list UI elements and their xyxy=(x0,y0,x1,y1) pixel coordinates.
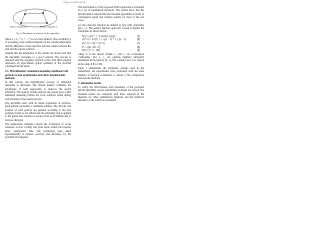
equation-number: (8) xyxy=(136,45,140,49)
paragraph: The temperature schedule controls the acceptance of worse solutions. A slow cooling rate gives better results but requires more computation time. The parameters were tuned experimentally to balance accuracy and efficiency for the problems investigated. xyxy=(5,123,71,140)
equation-number: (6) xyxy=(136,38,140,42)
equation-expression: x(t+1) = x(t) + v(t+1) xyxy=(82,41,105,45)
paragraph: In this section, the hybridization process of simulated annealing is discussed. The hybrid method combines the advantages of both approaches to improve the search efficiency. The particle swarm explores the search space while simulated annealing refines the local solutions found during each iteration of the search process. xyxy=(5,81,71,101)
section-heading: 3. Simulation results xyxy=(78,81,102,85)
paragraph: Let the objective function be defined as f(x) with constraints g(x) ≤ 0. The penalty function approach is used to handle the constraints as shown below. xyxy=(78,23,144,34)
equation-number: (5) xyxy=(136,34,140,38)
figure-diagram xyxy=(5,6,71,32)
running-header: Heliyon 5 (2019) e01341 xyxy=(63,2,86,4)
equation-expression: T(k+1) = α · T(k) xyxy=(82,49,101,53)
equation-expression: v(t+1) = w·v(t) + c₁r₁(p − x) + c₂r₂(g − x) xyxy=(82,38,127,42)
paragraph: The performance of the proposed hybrid approach is evaluated on a set of benchmark functions. The results show that the hybrid method outperforms the standard algorithms in terms of convergence speed and solution quality for most of the test cases. xyxy=(78,6,144,23)
section-heading: 2.3. Hybridization: simulated annealing combined with particle swarm optimization and other metaheuristic methods xyxy=(5,70,69,80)
paragraph: Table 1 summarizes the parameter settings used in the simulations. All experiments were performed with the same number of function evaluations to ensure a fair comparison between the methods. xyxy=(78,67,144,80)
page xyxy=(0,0,149,198)
equation-number: (7) xyxy=(136,41,140,45)
figure-caption: Fig. 2. Illustration of solution for the algorithm. xyxy=(16,33,60,35)
label-pc: Pc xyxy=(43,9,46,13)
paragraph: The algorithm starts with an initial population of particles. Each particle represents a candidate solution. The velocity and position of each particle are updated according to the best positions found so far. Afterwards the annealing step is applied to the global best solution to escape from local minima and to increase diversity. xyxy=(5,102,71,122)
equation-number: (9) xyxy=(136,49,140,53)
equation-expression: P = exp(−ΔE / T) xyxy=(82,45,101,49)
label-proven-1: Proven solution 1 xyxy=(10,25,27,29)
paragraph: Assume that the parameters of the system are chosen such that the algorithm converges to a good solution. The process is repeated until the stopping criterion is met. The final solution represents an approximate global optimum of the problem considered in this study. xyxy=(5,52,71,69)
right-column xyxy=(78,6,144,104)
label-proven-2: Proven solution 2 xyxy=(40,25,57,29)
equation-expression: F(x) = f(x) + r · Σ max(0, gᵢ(x))² xyxy=(82,34,116,38)
search-region xyxy=(13,9,57,27)
left-column xyxy=(5,6,71,141)
edge-p-pc xyxy=(25,13,43,14)
paragraph: where x = x₁ + x₂ + ... + xₙ is a trial solution. The probability p of accepting a new solution depends on the current temperature and the difference of the objective function values between the trial and the current solution. xyxy=(5,37,71,51)
edge-p-proven-1 xyxy=(21,14,25,23)
label-p: P xyxy=(25,10,27,14)
figure-2 xyxy=(5,6,71,32)
paragraph: To verify the effectiveness and robustness of the proposed hybrid algorithm, several benchmark problems are solved. The obtained results are compared with those reported in the literature for other optimization methods, and the statistical measures of the results are presented. xyxy=(78,86,144,103)
edge-pc-proven-2 xyxy=(43,13,47,23)
paragraph: where w is the inertia weight, c₁ and c₂ are acceleration coefficients, and r₁, r₂ are random numbers uniformly distributed in the interval [0, 1]. The cooling factor α is chosen in the range 0.8 to 0.99. xyxy=(78,52,144,66)
